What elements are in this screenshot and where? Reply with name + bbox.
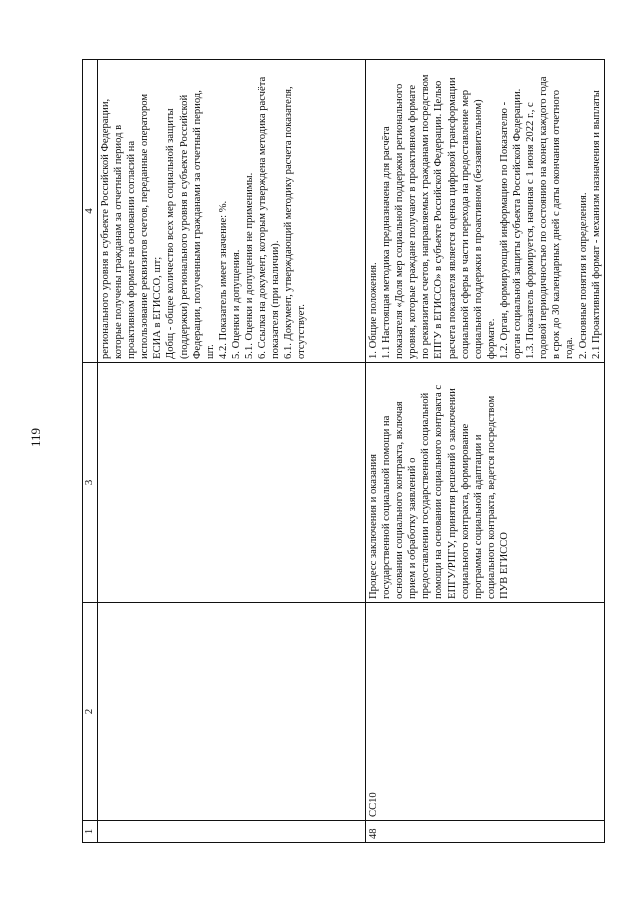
header-col-4: 4 xyxy=(83,60,98,363)
cont-cell-4-line: Добщ - общее количество всех мер социальной защиты xyxy=(165,108,177,359)
row48-number: 48 xyxy=(366,821,605,843)
table-row-continued xyxy=(98,60,366,843)
row48-process-line: помощи на основании социального контракта с xyxy=(433,384,445,599)
row48-methodology-line: уровня, которые граждане получают в проактивном формате xyxy=(407,84,419,359)
cont-cell-4 xyxy=(98,60,366,363)
row48-process-line: основании социального контракта, включая xyxy=(394,401,406,599)
header-col-3: 3 xyxy=(83,363,98,603)
cont-cell-2 xyxy=(98,603,366,821)
table-row-48 xyxy=(366,60,605,843)
cont-cell-3 xyxy=(98,363,366,603)
cont-cell-4-line: 6. Ссылка на документ, которым утверждена методика расчёта xyxy=(257,76,269,359)
row48-methodology-line: годовой периодичностью по состоянию на конец каждого года xyxy=(538,76,550,359)
row48-methodology-line: 2.1 Проактивный формат - механизм назначения и выплаты xyxy=(590,90,602,359)
header-col-1: 1 xyxy=(83,821,98,843)
cont-cell-4-line: ЕСИА в ЕГИССО, шт; xyxy=(152,256,164,359)
rotated-table-container xyxy=(82,60,605,843)
cont-cell-4-line: 5.1. Оценки и допущения не применимы. xyxy=(244,172,256,359)
cont-cell-4-text xyxy=(99,63,309,359)
methodology-table xyxy=(82,59,605,843)
row48-process-line: социального контракта, формирование xyxy=(459,423,471,599)
row48-methodology-line: орган социальной защиты субъекта Российской Федерации. xyxy=(512,88,524,359)
row48-methodology-line: 1.3. Показатель формируется, начиная с 1 июня 2022 г., с xyxy=(525,102,537,359)
cont-cell-4-line: 4.2. Показатель имеет значение: %. xyxy=(217,200,229,359)
row48-process-line: предоставлении государственной социальной xyxy=(420,392,432,599)
row48-process xyxy=(366,363,605,603)
header-col-2: 2 xyxy=(83,603,98,821)
cont-cell-4-line: использование реквизитов счетов, переданные оператором xyxy=(139,93,151,359)
cont-cell-4-line: (поддержки) регионального уровня в субъекте Российской xyxy=(178,94,190,359)
row48-methodology-line: года. xyxy=(564,337,576,359)
row48-methodology-line: по реквизитам счетов, направляемых гражданами посредством xyxy=(420,74,432,359)
cont-cell-4-line: Федерации, полученными гражданами за отчетный период, xyxy=(191,90,203,359)
row48-methodology-text xyxy=(367,63,603,359)
cont-cell-4-line: 5. Оценки и допущения. xyxy=(230,249,242,359)
row48-process-line: программы социальной адаптации и xyxy=(472,434,484,599)
row48-methodology xyxy=(366,60,605,363)
row48-methodology-line: социальной сферы в части перехода на предоставление мер xyxy=(459,89,471,359)
row48-methodology-line: 2. Основные понятия и определения. xyxy=(577,192,589,359)
row48-methodology-line: социальной поддержки в проактивном (беззаявительном) xyxy=(472,99,484,359)
cont-cell-1 xyxy=(98,821,366,843)
row48-methodology-line: расчета показателя является оценка цифровой трансформации xyxy=(446,77,458,359)
page-number: 119 xyxy=(28,427,43,447)
row48-process-line: Процесс заключения и оказания xyxy=(368,453,379,599)
row48-methodology-line: 1. Общие положения. xyxy=(368,262,379,359)
row48-code: СС10 xyxy=(366,603,605,821)
row48-process-line: ЕПГУ/РПГУ, принятия решений о заключении xyxy=(446,388,458,599)
cont-cell-4-line: проактивном формате на основании согласий на xyxy=(126,140,138,359)
cont-cell-4-line: регионального уровня в субъекте Российской Федерации, xyxy=(100,98,111,359)
row48-process-text xyxy=(367,366,511,599)
row48-methodology-line: ЕПГУ в ЕГИССО» в субъекте Российской Федерации. Целью xyxy=(433,80,445,359)
row48-methodology-line: показателя «Доля мер социальной поддержки регионального xyxy=(394,83,406,359)
cont-cell-4-line: показателя (при наличии). xyxy=(270,240,282,359)
row48-methodology-line: 1.2. Орган, формирующий информацию по Показателю - xyxy=(498,101,510,359)
row48-process-line: социального контракта, ведется посредством xyxy=(485,395,497,599)
cont-cell-4-line: шт. xyxy=(204,344,216,359)
cont-cell-4-line: отсутствует. xyxy=(296,304,308,359)
row48-methodology-line: 1.1 Настоящая методика предназначена для расчёта xyxy=(381,126,393,359)
cont-cell-4-line: 6.1. Документ, утверждающий методику расчета показателя, xyxy=(283,86,295,359)
row48-methodology-line: формате. xyxy=(485,318,497,359)
row48-methodology-line: в срок до 30 календарных дней с даты окончания отчетного xyxy=(551,89,563,359)
table-header-row xyxy=(83,60,98,843)
cont-cell-4-line: которые получены гражданам за отчетный период в xyxy=(113,124,125,359)
row48-process-line: государственной социальной помощи на xyxy=(381,415,393,599)
row48-process-line: ПУВ ЕГИССО xyxy=(498,532,510,599)
row48-process-line: прием и обработку заявлений о xyxy=(407,457,419,599)
